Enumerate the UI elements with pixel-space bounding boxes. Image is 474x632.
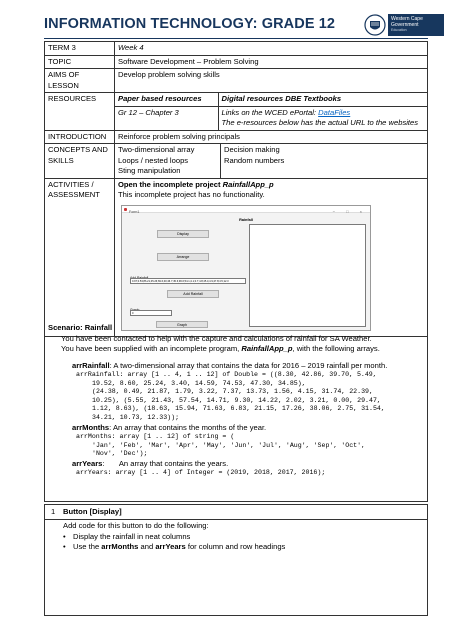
page-title: INFORMATION TECHNOLOGY: GRADE 12 (44, 16, 336, 32)
months-array-code: arrMonths: array [1 .. 12] of string = ( 'Jan', 'Feb', 'Mar', 'Apr', 'May', 'Jun', 'Jul', 'Aug', 'Sep', 'Oct', 'Nov', 'Dec'); (76, 433, 366, 458)
activities-heading: Open the incomplete project RainfallApp_p (118, 179, 274, 189)
resources-cell (115, 93, 428, 131)
task-heading: Button [Display] (63, 507, 122, 516)
app-heading: Rainfall (239, 217, 253, 222)
resources-digital-head: Digital resources DBE Textbooks (218, 93, 427, 106)
row-resources (45, 93, 428, 131)
years-array-code: arrYears: array [1 .. 4] of Integer = (2019, 2018, 2017, 2016); (76, 469, 326, 477)
scenario-section (44, 320, 428, 502)
activities-note: This incomplete project has no functionality. (118, 190, 265, 199)
task-number: 1 (51, 507, 56, 516)
term-label: TERM 3 (45, 42, 115, 56)
app-window-controls[interactable]: − □ × (332, 208, 367, 214)
concepts-cell (115, 144, 428, 179)
years-array-desc: arrYears: An array that contains the years. (72, 458, 229, 468)
logo-text-box: Western Cape Government Education (388, 14, 444, 36)
graph-spin-input[interactable]: 0 (130, 310, 172, 316)
resources-digital-note: The e-resources below has the actual URL to the websites (221, 118, 419, 127)
row-concepts (45, 144, 428, 179)
lesson-plan-table (44, 41, 428, 337)
datafiles-link[interactable]: DataFiles (318, 107, 351, 117)
rainfall-array-desc: arrRainfall: A two-dimensional array that contains the data for 2016 – 2019 rainfall per month. (72, 360, 388, 370)
concepts-col2: Decision making Random numbers (224, 145, 285, 165)
header-rule (44, 38, 428, 39)
resources-label: RESOURCES (45, 93, 115, 131)
task-bullet-2: • Use the arrMonths and arrYears for column and row headings (63, 542, 285, 553)
rainfall-app-screenshot (121, 205, 371, 331)
months-array-desc: arrMonths: An array that contains the months of the year. (72, 422, 267, 432)
arrange-button[interactable]: Arrange (157, 253, 209, 261)
rainfall-output-memo[interactable] (249, 224, 366, 327)
activities-label: ACTIVITIES / ASSESSMENT (45, 178, 115, 336)
resources-paper-head: Paper based resources (115, 93, 218, 106)
topic-value: Software Development – Problem Solving (115, 55, 428, 69)
intro-value: Reinforce problem solving principals (115, 130, 428, 144)
app-window-title: Form1 (129, 210, 140, 214)
row-term (45, 42, 428, 56)
app-titlebar (122, 206, 370, 213)
topic-label: TOPIC (45, 55, 115, 69)
add-rainfall-input[interactable]: 0.97;0.53;86.21;45.26;69.6;40;46.7;45.6;96.6;54.1;4.1;0.7;4.8;45.4;4.9;47.8;4.5;12.3 (130, 278, 246, 284)
task-intro: Add code for this button to do the following: (63, 521, 209, 530)
row-topic (45, 55, 428, 69)
resources-paper: Gr 12 – Chapter 3 (115, 106, 218, 130)
page-header (44, 16, 444, 38)
task-body (63, 521, 285, 553)
add-rainfall-button[interactable]: Add Rainfall (167, 290, 219, 298)
term-value: Week 4 (115, 42, 428, 56)
resources-digital: Links on the WCED ePortal: DataFiles The e-resources below has the actual URL to the websites (221, 107, 419, 127)
resources-inner-table (115, 93, 427, 130)
app-form-icon (124, 208, 127, 211)
row-activities (45, 178, 428, 336)
concepts-col1: Two-dimensional array Loops / nested loops Sting manipulation (115, 144, 221, 178)
task-section (44, 504, 428, 616)
rainfall-array-code: arrRainfall: array [1 .. 4, 1 .. 12] of Double = ((8.30, 42.86, 39.70, 5.49, 19.52, 8.60, 25.24, 3.40, 14.59, 74.53, 47.30, 34.85), (24.38, 0.49, 21.87, 1.79, 3.22, 7.37, 13.73, 1.56, 4.15, 31.74, 22.39, 10.25), (5.55, 21.43, 57.54, 14.71, 9.30, 14.22, 2.02, 3.21, 0.00, 29.47, 1.12, 8.63), (18.63, 15.94, 71.63, 6.83, 21.15, 17.26, 38.06, 2.75, 31.54, 34.21, 10.73, 12.33)); (76, 371, 385, 421)
intro-label: INTRODUCTION (45, 130, 115, 144)
scenario-intro-1: You have been contacted to help with the capture and calculations of rainfall for SA Weather. (61, 333, 372, 343)
scenario-intro-2: You have been supplied with an incomplete program, RainfallApp_p, with the following arrays. (61, 344, 380, 353)
display-button[interactable]: Display (157, 230, 209, 238)
graph-button[interactable]: Graph (156, 321, 208, 328)
row-introduction (45, 130, 428, 144)
task-rule (45, 519, 427, 520)
concepts-label: CONCEPTS AND SKILLS (45, 144, 115, 179)
scenario-title: Scenario: Rainfall (48, 323, 113, 332)
aims-value: Develop problem solving skills (115, 69, 428, 93)
wcg-logo (364, 13, 446, 37)
task-bullet-1: • Display the rainfall in neat columns (63, 532, 285, 543)
row-aims (45, 69, 428, 93)
crest-icon (364, 13, 386, 37)
aims-label: AIMS OF LESSON (45, 69, 115, 93)
activities-cell (115, 178, 428, 336)
